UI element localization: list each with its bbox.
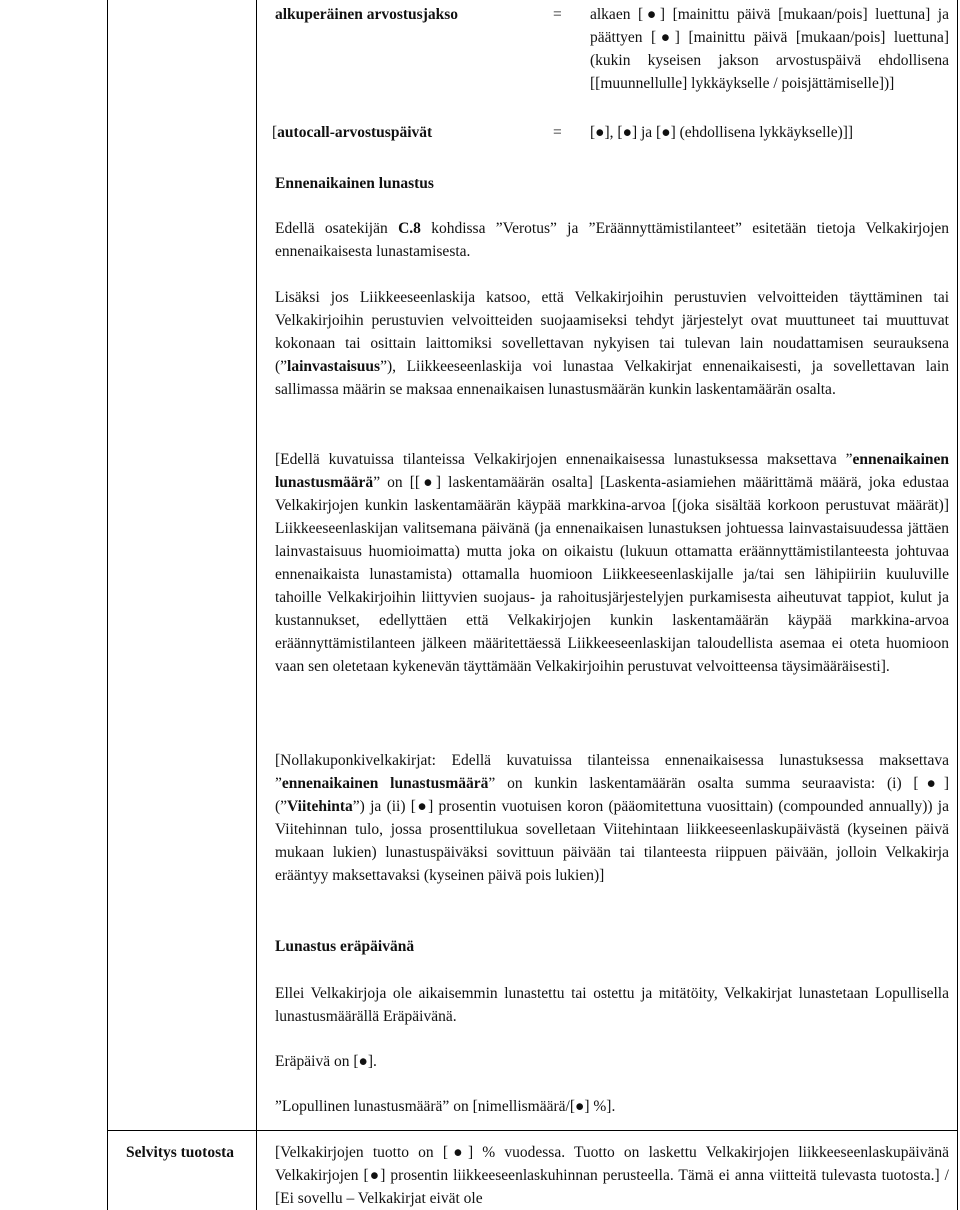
definition-prefix: [	[272, 124, 278, 141]
definition-term-text: alkuperäinen arvostusjakso	[275, 6, 459, 23]
definition-equals: =	[553, 124, 562, 141]
paragraph-early-redemption-intro: Edellä osatekijän C.8 kohdissa ”Verotus” ja ”Eräännyttämistilanteet” esitetään tietoja Velkakirjojen ennenaikaisesta lunastamisesta.	[275, 220, 949, 260]
definition-autocall-valuation-dates	[272, 121, 949, 145]
row-label-yield: Selvitys tuotosta	[125, 1144, 235, 1161]
table-border-right	[957, 0, 958, 1210]
definition-term-text: autocall-arvostuspäivät	[277, 124, 433, 141]
section-heading-redemption-at-maturity: Lunastus eräpäivänä	[275, 938, 415, 955]
paragraph-redemption-at-maturity: Ellei Velkakirjoja ole aikaisemmin lunastettu tai ostettu ja mitätöity, Velkakirjat lunastetaan Lopullisella lunastusmäärällä Eräpäivänä.	[275, 985, 949, 1025]
definition-value: alkaen [●] [mainittu päivä [mukaan/pois] luettuna] ja päättyen [●] [mainittu päivä [mukaan/pois] luettuna] (kukin kyseisen jakson arvostuspäivä ehdollisena [[muunnellulle] lykkäykselle / poisjättämiselle])]	[590, 6, 949, 92]
definition-equals: =	[553, 6, 562, 23]
paragraph-maturity-date: Eräpäivä on [●].	[275, 1053, 377, 1070]
paragraph-yield: [Velkakirjojen tuotto on [●] % vuodessa. Tuotto on laskettu Velkakirjojen liikkeeseenlaskupäivänä Velkakirjojen [●] prosentin liikkeeseenlaskuhinnan perusteella. Tämä ei anna viitteitä tulevasta tuotosta.] / [Ei sovellu – Velkakirjat eivät ole	[275, 1144, 949, 1207]
paragraph-final-redemption-amount: ”Lopullinen lunastusmäärä” on [nimellismäärä/[●] %].	[275, 1098, 616, 1115]
section-heading-early-redemption: Ennenaikainen lunastus	[275, 175, 434, 192]
paragraph-early-redemption-amount: [Edellä kuvatuissa tilanteissa Velkakirjojen ennenaikaisessa lunastuksessa maksettava ”ennenaikainen lunastusmäärä” on [[●] laskentamäärän osalta] [Laskenta-asiamiehen määrittämä määrä, joka edustaa Velkakirjojen kunkin laskentamäärän käypää markkina-arvoa [(joka sisältää korkoon perustuvat määrät)] Liikkeeseenlaskijan valitsemana päivänä (ja ennenaikaisen lunastuksen johtuessa lainvastaisuudessa jättäen lainvastaisuus huomioimatta) mutta joka on oikaistu (lukuun ottamatta eräännyttämistilanteesta johtuvaa ennenaikaista lunastamista) ottamalla huomioon Liikkeeseenlaskijalle ja/tai sen lähipiiriin kuuluville tahoille Velkakirjoihin liittyvien suojaus- ja rahoitusjärjestelyjen purkamisesta aiheutuvat tappiot, kulut ja kustannukset, edellyttäen että Velkakirjojen kunkin laskentamäärän käypää markkina-arvoa eräännyttämistilanteen jälkeen määritettäessä Liikkeeseenlaskijan taloudellista asemaa ei oteta huomioon vaan sen oletetaan kykenevän täyttämään Velkakirjoihin perustuvat velvoitteensa täysimääräisesti].	[275, 451, 949, 675]
definition-term	[275, 3, 458, 26]
paragraph-illegality: Lisäksi jos Liikkeeseenlaskija katsoo, että Velkakirjoihin perustuvien velvoitteiden täyttäminen tai Velkakirjoihin perustuvien velvoitteiden suojaamiseksi tehdyt järjestelyt ovat muuttuneet tai muuttuvat kokonaan tai osittain laittomiksi sovellettavan nykyisen tai tulevan lain noudattamisen seurauksena (”lainvastaisuus”), Liikkeeseenlaskija voi lunastaa Velkakirjat ennenaikaisesti, ja sovellettavan lain sallimassa määrin se maksaa ennenaikaisen lunastusmäärän kunkin laskentamäärän osalta.	[275, 289, 949, 398]
definition-value: [●], [●] ja [●] (ehdollisena lykkäykselle)]]	[590, 124, 854, 141]
definition-original-valuation-period	[275, 3, 949, 118]
table-border-mid	[256, 0, 257, 1210]
definition-term	[272, 121, 432, 144]
paragraph-zero-coupon: [Nollakuponkivelkakirjat: Edellä kuvatuissa tilanteissa ennenaikaisessa lunastuksessa maksettava ”ennenaikainen lunastusmäärä” on kunkin laskentamäärän osalta summa seuraavista: (i) [●] (”Viitehinta”) ja (ii) [●] prosentin vuotuisen koron (pääomitettuna vuosittain) (compounded annually)) ja Viitehinnan tulo, jossa prosenttilukua sovelletaan Viitehintaan liikkeeseenlaskupäivästä (kyseinen päivä mukaan lukien) lunastuspäiväksi sovittuun päivään tai tilanteesta riippuen päivään, jolloin Velkakirja erääntyy maksettavaksi (kyseinen päivä pois lukien)]	[275, 752, 949, 884]
table-row-divider	[107, 1130, 958, 1131]
table-border-left	[107, 0, 108, 1210]
